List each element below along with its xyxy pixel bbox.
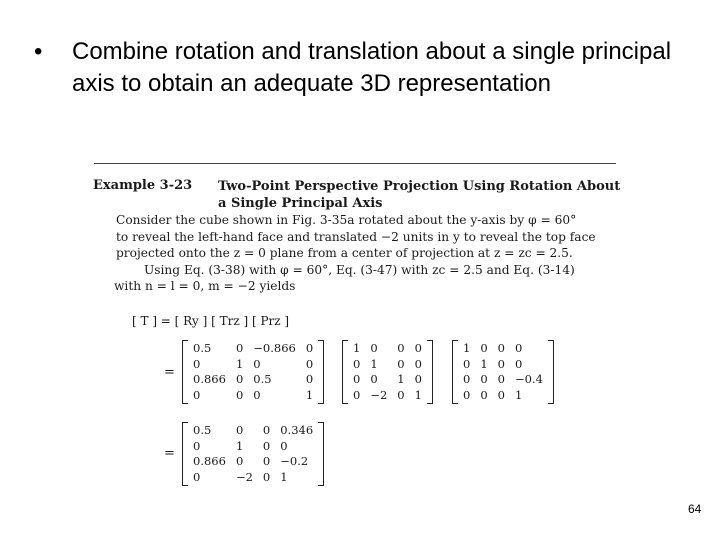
matrix-cell: 0.5 bbox=[193, 341, 212, 355]
matrix-cell: 0 bbox=[235, 341, 244, 355]
example-label: Example 3-23 bbox=[93, 178, 193, 193]
matrix-cell: 1 bbox=[480, 356, 488, 371]
equals-sign: = bbox=[164, 365, 175, 380]
matrix-cell: 0 bbox=[280, 438, 288, 453]
matrix-cell: 0 bbox=[480, 341, 488, 355]
matrix-cell: 0 bbox=[397, 356, 405, 371]
matrix-cell: 0 bbox=[480, 372, 488, 386]
body-line: Consider the cube shown in Fig. 3-35a rotated about the y-axis by φ = 60° bbox=[116, 213, 577, 227]
matrix-cell: 0 bbox=[262, 423, 271, 437]
matrix-row bbox=[188, 341, 318, 357]
projection-matrix bbox=[452, 340, 554, 404]
matrix-row bbox=[188, 357, 318, 373]
matrix-row bbox=[348, 388, 427, 404]
matrix-cell: 0 bbox=[253, 387, 261, 402]
matrix-cell: 0 bbox=[262, 454, 271, 468]
matrix-table bbox=[188, 423, 318, 485]
page-number: 64 bbox=[688, 502, 702, 516]
matrix-cell: 0 bbox=[253, 356, 261, 371]
matrix-cell: 1 bbox=[370, 356, 378, 371]
matrix-cell: −2 bbox=[235, 469, 253, 484]
example-title-line: a Single Principal Axis bbox=[218, 196, 383, 211]
matrix-cell: 0 bbox=[414, 356, 422, 371]
matrix-table bbox=[348, 341, 427, 403]
matrix-cell: 0 bbox=[353, 356, 361, 371]
matrix-cell: 0 bbox=[193, 387, 201, 402]
divider-rule bbox=[94, 163, 616, 164]
matrix-row bbox=[348, 341, 427, 357]
matrix-row bbox=[188, 372, 318, 388]
matrix-cell: 0 bbox=[305, 341, 314, 355]
equation-lhs: [ T ] = [ Ry ] [ Trz ] [ Prz ] bbox=[132, 314, 290, 328]
matrix-cell: −0.2 bbox=[280, 454, 309, 468]
matrix-cell: 1 bbox=[235, 438, 244, 453]
body-line: projected onto the z = 0 plane from a center of projection at z = zc = 2.5. bbox=[116, 246, 573, 260]
bullet-text: Combine rotation and translation about a single principal axis to obtain an adequate 3D representation bbox=[72, 38, 672, 97]
matrix-cell: 0 bbox=[370, 372, 378, 386]
matrix-row bbox=[458, 341, 548, 357]
matrix-row bbox=[348, 357, 427, 373]
matrix-cell: 0 bbox=[235, 387, 244, 402]
matrix-cell: 0 bbox=[397, 341, 405, 355]
result-matrix bbox=[182, 422, 324, 486]
matrix-cell: 0 bbox=[370, 341, 378, 355]
matrix-cell: 1 bbox=[353, 341, 361, 355]
matrix-cell: 1 bbox=[305, 387, 314, 402]
matrix-cell: 0 bbox=[497, 387, 505, 402]
matrix-cell: 0 bbox=[514, 356, 523, 371]
matrix-cell: 0 bbox=[514, 341, 523, 355]
matrix-cell: 0 bbox=[235, 454, 244, 468]
example-title bbox=[218, 178, 620, 212]
matrix-cell: 0 bbox=[353, 372, 361, 386]
matrix-cell: 0 bbox=[262, 469, 271, 484]
matrix-cell: 0 bbox=[497, 356, 505, 371]
matrix-cell: 0 bbox=[414, 341, 422, 355]
example-title-line: Two-Point Perspective Projection Using Rotation About bbox=[218, 179, 621, 194]
matrix-cell: 0 bbox=[353, 387, 361, 402]
matrix-cell: 0 bbox=[414, 372, 422, 386]
matrix-row bbox=[188, 439, 318, 455]
body-line: Using Eq. (3-38) with φ = 60°, Eq. (3-47) with zc = 2.5 and Eq. (3-14) bbox=[144, 262, 575, 277]
matrix-cell: 0 bbox=[463, 387, 471, 402]
matrix-cell: 0.5 bbox=[193, 423, 212, 437]
matrix-cell: 0 bbox=[397, 387, 405, 402]
matrix-cell: 0 bbox=[193, 469, 201, 484]
matrix-cell: 1 bbox=[280, 469, 288, 484]
matrix-cell: 1 bbox=[414, 387, 422, 402]
matrix-cell: 0.346 bbox=[280, 423, 314, 437]
matrix-row bbox=[188, 454, 318, 470]
translation-matrix bbox=[342, 340, 433, 404]
bullet-point bbox=[28, 36, 688, 100]
bullet-marker: • bbox=[34, 38, 43, 65]
matrix-cell: 0 bbox=[235, 423, 244, 437]
matrix-cell: 0 bbox=[305, 356, 314, 371]
matrix-cell: 1 bbox=[397, 372, 405, 386]
matrix-row bbox=[458, 357, 548, 373]
matrix-cell: 1 bbox=[514, 387, 523, 402]
matrix-cell: −0.866 bbox=[253, 341, 296, 355]
matrix-cell: 0.5 bbox=[253, 372, 272, 386]
scanned-book-excerpt bbox=[88, 160, 628, 492]
example-body bbox=[116, 212, 616, 295]
matrix-row bbox=[188, 388, 318, 404]
matrix-cell: −0.4 bbox=[514, 372, 543, 386]
matrix-cell: 0.866 bbox=[193, 454, 226, 468]
matrix-cell: 0 bbox=[262, 438, 271, 453]
matrix-table bbox=[458, 341, 548, 403]
matrix-cell: 0 bbox=[463, 372, 471, 386]
matrix-cell: −2 bbox=[370, 387, 388, 402]
matrix-cell: 0 bbox=[235, 372, 244, 386]
matrix-cell: 0.866 bbox=[193, 372, 226, 386]
matrix-cell: 0 bbox=[463, 356, 471, 371]
matrix-row bbox=[458, 388, 548, 404]
matrix-row bbox=[348, 372, 427, 388]
body-line: with n = l = 0, m = −2 yields bbox=[114, 279, 296, 293]
matrix-cell: 0 bbox=[305, 372, 314, 386]
matrix-row bbox=[458, 372, 548, 388]
matrix-cell: 1 bbox=[235, 356, 244, 371]
matrix-row bbox=[188, 423, 318, 439]
matrix-cell: 0 bbox=[497, 372, 505, 386]
matrix-row bbox=[188, 470, 318, 486]
body-line: to reveal the left-hand face and translated −2 units in y to reveal the top face bbox=[116, 229, 596, 244]
matrix-cell: 0 bbox=[193, 438, 201, 453]
matrix-cell: 0 bbox=[193, 356, 201, 371]
matrix-table bbox=[188, 341, 318, 403]
matrix-cell: 0 bbox=[497, 341, 505, 355]
equals-sign: = bbox=[164, 446, 175, 461]
matrix-cell: 1 bbox=[463, 341, 471, 355]
matrix-cell: 0 bbox=[480, 387, 488, 402]
rotation-matrix bbox=[182, 340, 324, 404]
